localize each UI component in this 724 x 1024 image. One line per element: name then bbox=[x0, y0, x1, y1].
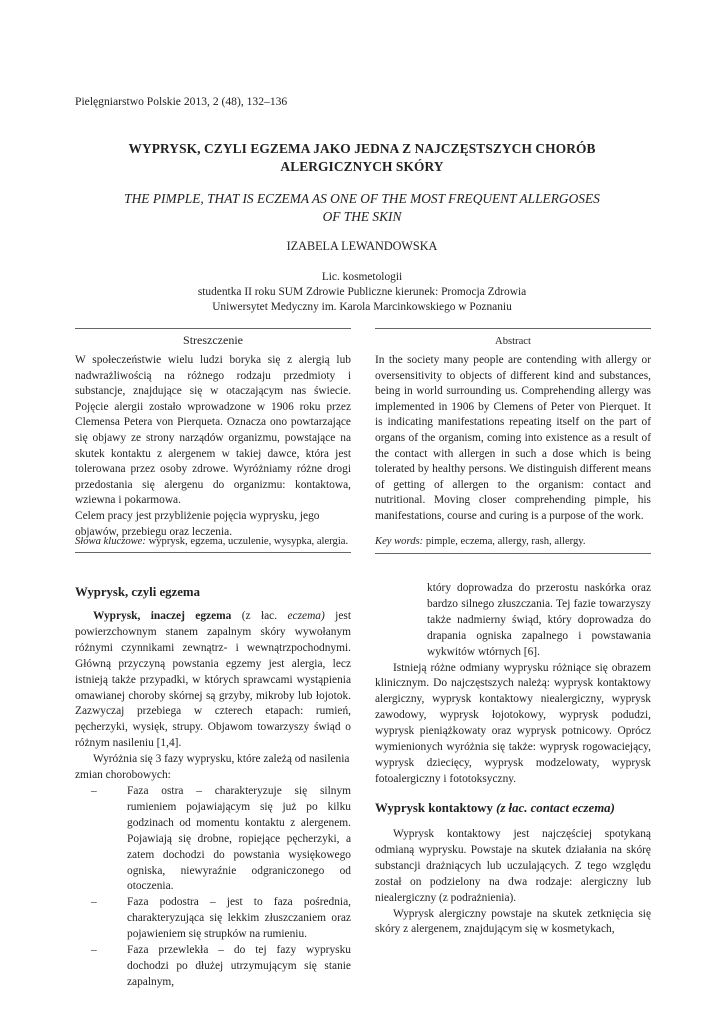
subtitle-line-1: THE PIMPLE, THAT IS ECZEMA AS ONE OF THE MOST FREQUENT ALLERGOSES bbox=[124, 191, 600, 206]
keywords-label-pl: Słowa kluczowe: bbox=[75, 536, 146, 547]
section-2-body bbox=[375, 827, 651, 938]
affiliation-program: studentka II roku SUM Zdrowie Publiczne kierunek: Promocja Zdrowia bbox=[197, 286, 527, 298]
abstract-en-keywords bbox=[375, 536, 586, 547]
author-affiliation bbox=[90, 270, 634, 315]
abstract-pl-paragraph-2: Celem pracy jest przybliżenie pojęcia wyprysku, jego objawów, przebiegu oraz leczenia. bbox=[75, 509, 320, 538]
section-2-paragraph-1: Wyprysk kontaktowy jest najczęściej spotykaną odmianą wyprysku. Powstaje na skutek działania na skórę substancji drażniących lub uczulających. Z tego względu został on podzielony na dwa rodzaje: alergiczny lub niealergiczny (z podrażnienia). bbox=[375, 828, 651, 904]
phase-list-item-subacute bbox=[75, 895, 351, 943]
subtitle-line-2: OF THE SKIN bbox=[322, 209, 402, 224]
lead-paren: (z łac. bbox=[231, 610, 288, 622]
keywords-pl: wyprysk, egzema, uczulenie, wysypka, alergia. bbox=[148, 536, 349, 547]
abstract-en-body bbox=[375, 353, 651, 525]
abstract-en-top-rule bbox=[375, 328, 651, 329]
phase-text: Faza podostra – jest to faza pośrednia, charakteryzująca się lekkim złuszczaniem oraz pojawieniem się strupków na rumieniu. bbox=[127, 896, 351, 941]
section-heading-contact-eczema bbox=[375, 801, 615, 816]
affiliation-degree: Lic. kosmetologii bbox=[321, 271, 403, 283]
phase-list-item-acute bbox=[75, 784, 351, 895]
abstract-pl-body bbox=[75, 353, 351, 540]
article-title-english bbox=[90, 190, 634, 226]
lead-term: Wyprysk, inaczej egzema bbox=[93, 610, 232, 622]
paragraph-1-text: jest powierzchownym stanem zapalnym skóry wywołanym różnymi czynnikami zewnątrz- i wewnątrzpochodnymi. Główną przyczyną powstania egzemy jest alergia, lecz istnieją także przypadki, w których sprawcami wystąpienia omawianej choroby skórnej są grzyby, mikroby lub łojotok. Zazwyczaj przebiega w czterech etapach: rumień, pęcherzyki, wysięk, strupy. Objawom towarzyszy świąd o różnym nasileniu [1,4]. bbox=[75, 610, 351, 750]
abstract-en-heading: Abstract bbox=[495, 336, 531, 347]
latin-term: eczema) bbox=[287, 610, 325, 622]
abstract-pl-keywords bbox=[75, 536, 348, 547]
heading-latin: contact eczema) bbox=[530, 801, 615, 815]
phase-chronic-continued: który doprowadza do przerostu naskórka oraz bardzo silnego złuszczania. Tej fazie towarzyszy także nadmierny świąd, który doprowadza do drapania ogniska zapalnego i powstawania wykwitów wtórnych [6]. bbox=[427, 582, 651, 658]
section-heading-eczema: Wyprysk, czyli egzema bbox=[75, 585, 200, 599]
affiliation-university: Uniwersytet Medyczny im. Karola Marcinkowskiego w Poznaniu bbox=[212, 301, 512, 313]
phase-text: Faza ostra – charakteryzuje się silnym rumieniem pojawiającym się już po kilku godzinach od momentu kontaktu z alergenem. Pojawiają się drobne, ropiejące pęcherzyki, a zatem dochodzi do powstania wysiękowego ogniska, niewyraźnie odgraniczonego od otoczenia. bbox=[127, 784, 351, 893]
phase-text: Faza przewlekła – do tej fazy wyprysku dochodzi po dłużej utrzymującym się stanie zapalnym, bbox=[127, 944, 351, 988]
abstract-pl-bottom-rule bbox=[75, 552, 351, 553]
abstract-pl-heading: Streszczenie bbox=[183, 333, 243, 347]
dash-bullet: – bbox=[91, 896, 97, 909]
abstract-pl-paragraph-1: W społeczeństwie wielu ludzi boryka się z alergią lub nadwrażliwością na różnego rodzaju przedmioty i substancje, znajdujące się w otaczającym nas świecie. Pojęcie alergii zostało wprowadzone w 1906 roku przez Clemensa Petera von Pierqueta. Oznacza ono powtarzające się objawy ze strony narządów organizmu, powstające na skutek kontaktu z alergenem w takiej dawce, która jest tolerowana przez osoby zdrowe. Wyróżniamy różne drogi przedostania się alergenu do organizmu: kontaktowa, wziewna i pokarmowa. bbox=[75, 354, 351, 507]
section-1-paragraph-1 bbox=[75, 609, 351, 752]
section-1-paragraph-3: Istnieją różne odmiany wyprysku różniące się obrazem klinicznym. Do najczęstszych należą: wyprysk kontaktowy alergiczny, wyprysk kontaktowy niealergiczny, wyprysk zawodowy, wyprysk łojotokowy, wyprysk podudzi, wyprysk pieniążkowaty oraz wyprysk potnicowy. Oprócz wymienionych wyróżnia się także: wyprysk rogowaciejący, wyprysk dziecięcy, wyprysk modzelowaty, wyprysk fotoalergiczny i fototoksyczny. bbox=[375, 661, 651, 785]
author-name: IZABELA LEWANDOWSKA bbox=[286, 239, 438, 253]
abstract-en-bottom-rule bbox=[375, 553, 651, 554]
section-2-paragraph-2: Wyprysk alergiczny powstaje na skutek zetknięcia się skóry z alergenem, znajdującym się w kosmetykach, bbox=[375, 907, 651, 936]
article-title-polish bbox=[90, 140, 634, 176]
phase-list-item-chronic bbox=[75, 943, 351, 991]
section-1-right-column bbox=[375, 581, 651, 788]
dash-bullet: – bbox=[91, 784, 97, 797]
abstract-pl-top-rule bbox=[75, 328, 351, 329]
keywords-en: pimple, eczema, allergy, rash, allergy. bbox=[425, 536, 586, 547]
abstract-en-paragraph-1: In the society many people are contending with allergy or oversensitivity to objects of different kind and substances, being in world surrounding us. Comprehending allergy was implemented in 1906 by Clemens of Peter von Pierquet. It is indicating manifestations repeating itself on the part of organs of the organism, coming into existence as a result of the contact with allergen in such a dose which is being tolerated by healthy persons. We distinguish different means of getting of allergen to the organism: contact and nutritional. Moving closer comprehending pimple, his manifestations, course and curing is a purpose of the work. bbox=[375, 354, 651, 522]
title-line-2: ALERGICZNYCH SKÓRY bbox=[280, 159, 444, 174]
heading-main: Wyprysk kontaktowy bbox=[375, 801, 493, 815]
section-1-paragraph-2: Wyróżnia się 3 fazy wyprysku, które zależą od nasilenia zmian chorobowych: bbox=[75, 753, 350, 782]
section-1-left-column bbox=[75, 609, 351, 991]
keywords-label-en: Key words: bbox=[375, 536, 424, 547]
title-line-1: WYPRYSK, CZYLI EGZEMA JAKO JEDNA Z NAJCZĘSTSZYCH CHORÓB bbox=[128, 141, 596, 156]
dash-bullet: – bbox=[91, 944, 97, 957]
journal-citation: Pielęgniarstwo Polskie 2013, 2 (48), 132–136 bbox=[75, 95, 288, 108]
heading-paren: (z łac. bbox=[492, 801, 531, 815]
